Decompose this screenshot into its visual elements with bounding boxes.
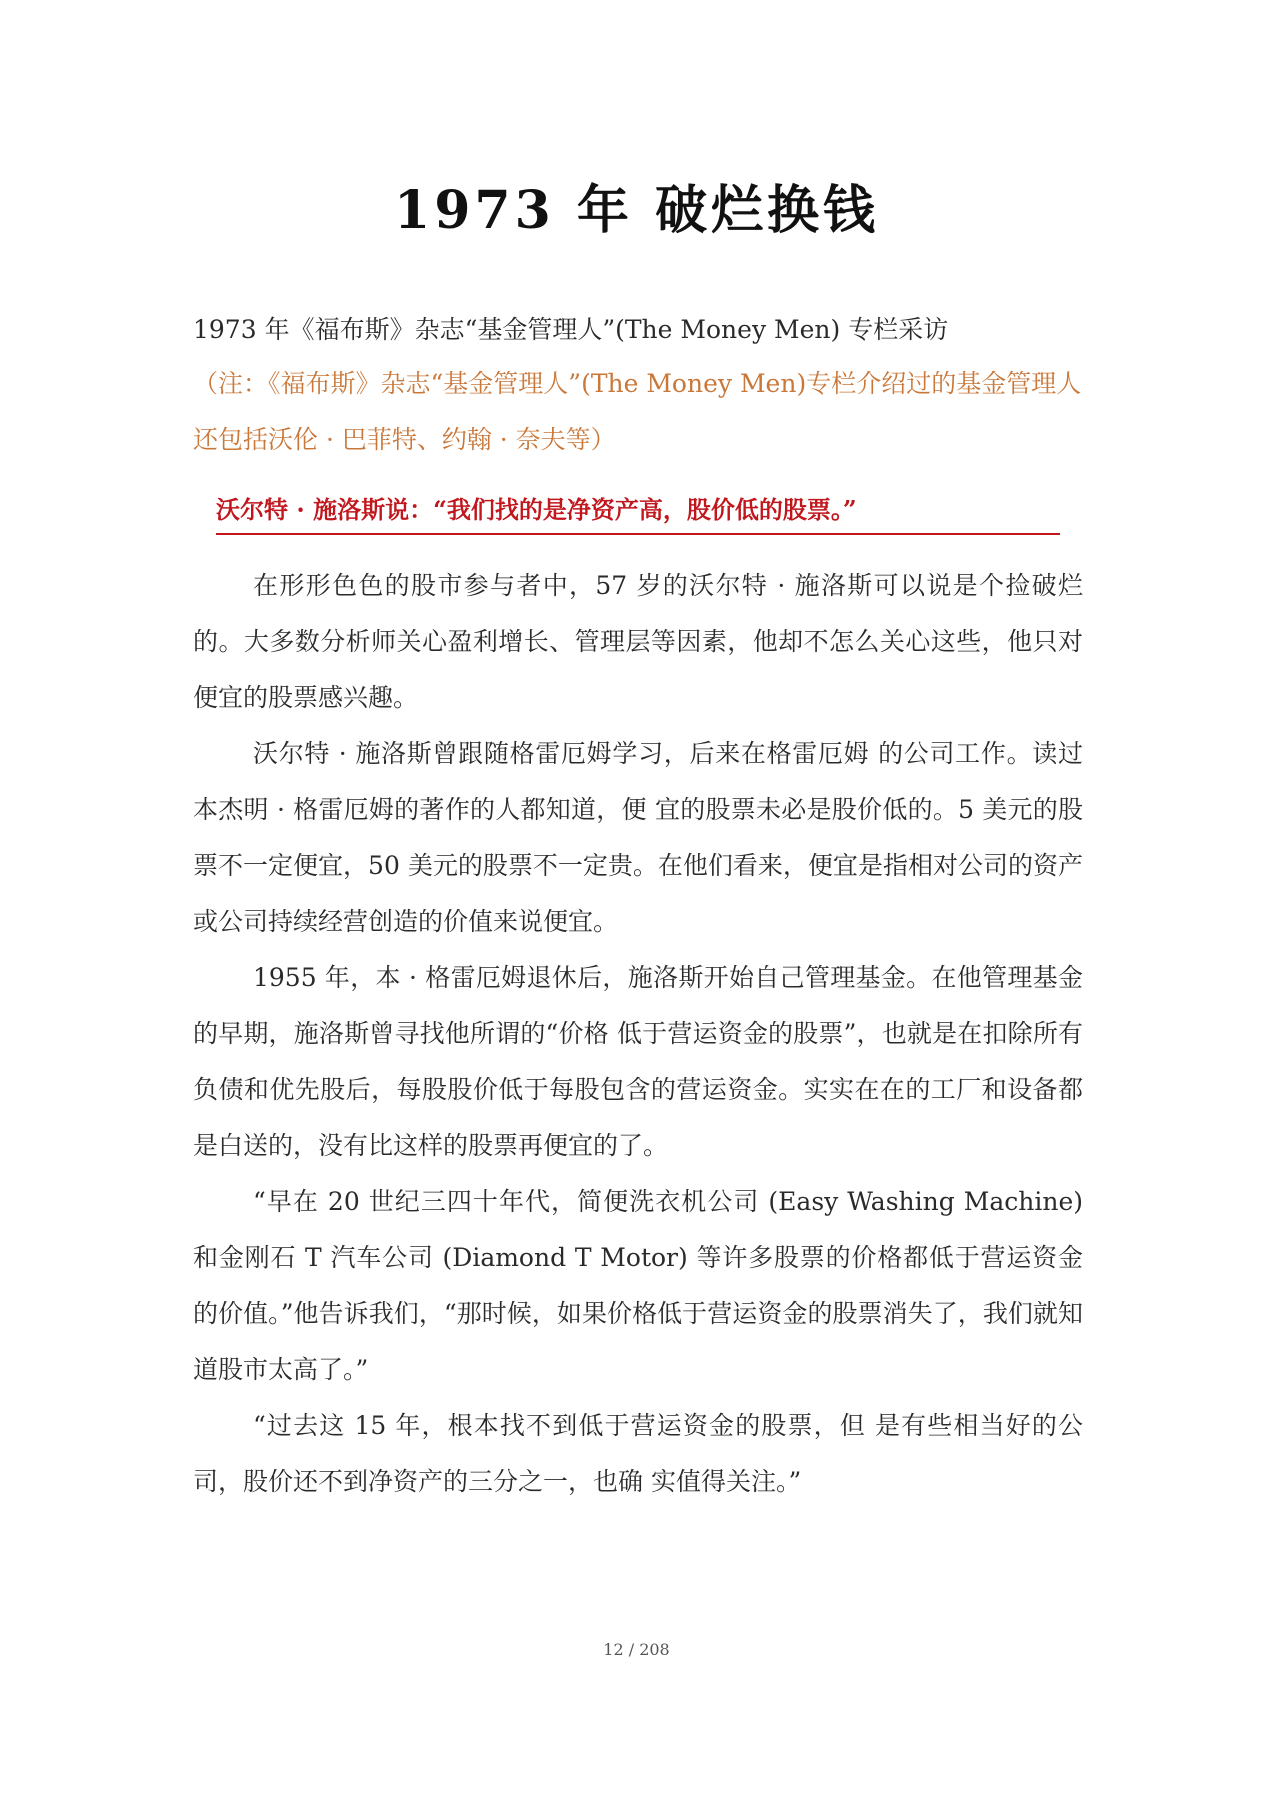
- paragraph: 1955 年，本 · 格雷厄姆退休后，施洛斯开始自己管理基金。在他管理基金的早期，施洛斯曾寻找他所谓的“价格 低于营运资金的股票”，也就是在扣除所有负债和优先股后，每股股价低于每股包含的营运资金。实实在在的工厂和设备都是白送的，没有比这样的股票再便宜的了。: [193, 963, 1083, 1160]
- page-title: 1973 年 破烂换钱: [394, 180, 879, 241]
- source-line: 1973 年《福布斯》杂志“基金管理人”(The Money Men) 专栏采访: [193, 315, 949, 344]
- page-number: 12 / 208: [603, 1640, 670, 1659]
- article-body: [193, 558, 1083, 1510]
- paragraph: “过去这 15 年，根本找不到低于营运资金的股票，但 是有些相当好的公司，股价还不到净资产的三分之一，也确 实值得关注。”: [193, 1411, 1083, 1496]
- highlight-quote: 沃尔特 · 施洛斯说：“我们找的是净资产高，股价低的股票。”: [216, 487, 1060, 535]
- paragraph: “早在 20 世纪三四十年代，简便洗衣机公司 (Easy Washing Machine) 和金刚石 T 汽车公司 (Diamond T Motor) 等许多股票的价格都低于营运资金的价值。”他告诉我们，“那时候，如果价格低于营运资金的股票消失了，我们就知道股市太高了。”: [193, 1187, 1083, 1384]
- paragraph: 沃尔特 · 施洛斯曾跟随格雷厄姆学习，后来在格雷厄姆 的公司工作。读过本杰明 · 格雷厄姆的著作的人都知道，便 宜的股票未必是股价低的。5 美元的股票不一定便宜，50 美元的股票不一定贵。在他们看来，便宜是指相对公司的资产 或公司持续经营创造的价值来说便宜。: [193, 739, 1083, 936]
- editor-note: （注：《福布斯》杂志“基金管理人”(The Money Men)专栏介绍过的基金管理人还包括沃伦 · 巴菲特、约翰 · 奈夫等）: [193, 369, 1082, 454]
- paragraph: 在形形色色的股市参与者中，57 岁的沃尔特 · 施洛斯可以说是个捡破烂的。大多数分析师关心盈利增长、管理层等因素，他却不怎么关心这些，他只对便宜的股票感兴趣。: [193, 571, 1083, 712]
